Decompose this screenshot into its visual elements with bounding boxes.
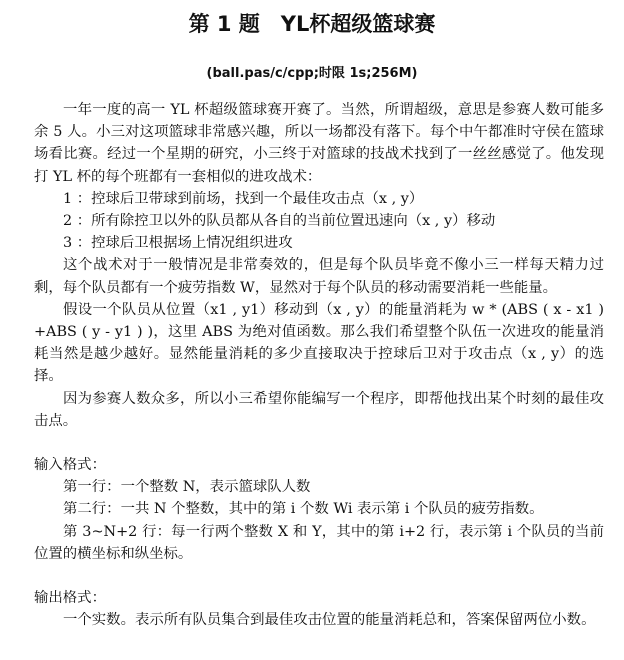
- description-paragraph-1: 一年一度的高一 YL 杯超级篮球赛开赛了。当然，所谓超级，意思是参赛人数可能多余 5 人。小三对这项篮球非常感兴趣，所以一场都没有落下。每个中午都准时守侯在篮球场看比赛。经过一个星期的研究，小三终于对篮球的技战术找到了一丝丝感觉了。他发现打 YL 杯的每个班都有一套相似的进攻战术：: [34, 102, 604, 185]
- tactic-step-2: 2 ：所有除控卫以外的队员都从各自的当前位置迅速向（x , y）移动: [63, 213, 496, 230]
- output-format-heading: 输出格式：: [34, 590, 106, 607]
- input-format-line-1: 第一行：一个整数 N，表示篮球队人数: [63, 479, 311, 496]
- tactic-step-1: 1 ：控球后卫带球到前场，找到一个最佳攻击点（x , y）: [63, 190, 424, 207]
- problem-limits: (ball.pas/c/cpp;时限 1s;256M): [206, 66, 418, 81]
- description-paragraph-3: 假设一个队员从位置（x1 , y1）移动到（x , y）的能量消耗为 w * (ABS ( x - x1 ) +ABS ( y - y1 ) )，这里 ABS 为绝对值函数。那么我们希望整个队伍一次进攻的能量消耗当然是越少越好。显然能量消耗的多少直接取决于控球后卫对于攻击点（x , y）的选择。: [34, 301, 604, 385]
- section-spacer: [34, 565, 604, 587]
- output-format-line-1: 一个实数。表示所有队员集合到最佳攻击位置的能量消耗总和，答案保留两位小数。: [63, 612, 596, 629]
- input-format-line-3: 第 3~N+2 行：每一行两个整数 X 和 Y，其中的第 i+2 行，表示第 i 个队员的当前位置的横坐标和纵坐标。: [34, 523, 604, 562]
- description-paragraph-4: 因为参赛人数众多，所以小三希望你能编写一个程序，即帮他找出某个时刻的最佳攻击点。: [34, 390, 604, 429]
- problem-body: [34, 99, 604, 631]
- input-format-line-2: 第二行：一共 N 个整数，其中的第 i 个数 Wi 表示第 i 个队员的疲劳指数。: [63, 501, 544, 518]
- section-spacer: [34, 432, 604, 454]
- tactic-step-3: 3 ：控球后卫根据场上情况组织进攻: [63, 235, 293, 252]
- problem-title: 第 1 题 YL杯超级篮球赛: [188, 12, 436, 36]
- input-format-heading: 输入格式：: [34, 457, 106, 474]
- description-paragraph-2: 这个战术对于一般情况是非常奏效的，但是每个队员毕竟不像小三一样每天精力过剩，每个队员都有一个疲劳指数 W，显然对于每个队员的移动需要消耗一些能量。: [34, 257, 604, 296]
